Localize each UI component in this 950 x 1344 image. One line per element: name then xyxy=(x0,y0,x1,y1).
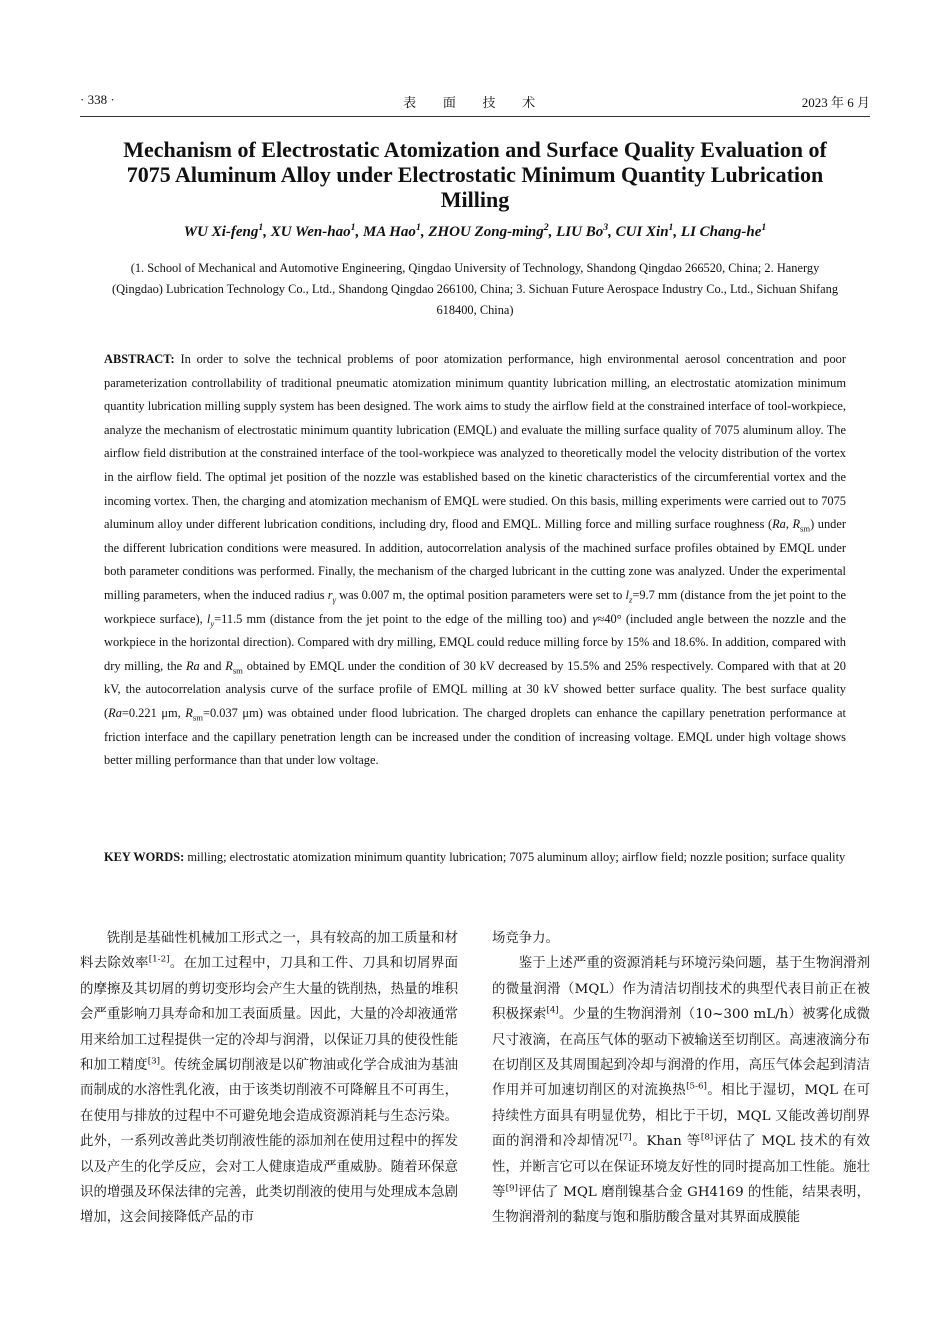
body-column-right xyxy=(492,926,870,1231)
author-name: CUI Xin xyxy=(615,224,669,240)
abstract: ABSTRACT: In order to solve the technical problems of poor atomization performance, high environmental aerosol concentration and poor parameterization controllability of traditional pneumatic atomization minimum quantity lubrication milling, an electrostatic atomization minimum quantity lubrication milling supply system has been designed. The work aims to study the airflow field at the constrained interface of tool-workpiece, analyze the mechanism of electrostatic minimum quantity lubrication (EMQL) and evaluate the milling surface quality of 7075 aluminum alloy. The airflow field distribution at the constrained interface of the tool-workpiece was analyzed to theoretically model the velocity distribution of the vortex in the airflow field. The optimal jet position of the nozzle was established based on the kinetic characteristics of the circumferential vortex and the incoming vortex. Then, the charging and atomization mechanism of EMQL were studied. On this basis, milling experiments were carried out to 7075 aluminum alloy under different lubrication conditions, including dry, flood and EMQL. Milling force and milling surface roughness (Ra, $R_{sm}$) under the different lubrication conditions were measured. In addition, autocorrelation analysis of the machined surface profiles obtained by EMQL under both parameter conditions was performed. Finally, the mechanism of the charged lubricant in the cutting zone was analyzed. Under the experimental milling parameters, when the induced radius $r_\gamma$ was 0.007 m, the optimal position parameters were set to $l_z=9.7$ mm (distance from the jet point to the workpiece surface), $l_y=11.5$ mm (distance from the jet point to the edge of the milling too) and γ≈40° (included angle between the nozzle and the workpiece in the horizontal direction). Compared with dry milling, EMQL could reduce milling force by 15% and 18.6%. In addition, compared with dry milling, the Ra and $R_{sm}$ obtained by EMQL under the condition of 30 kV decreased by 15.5% and 25% respectively. Compared with that at 20 kV, the autocorrelation analysis curve of the surface profile of EMQL milling at 30 kV showed better surface quality. The best surface quality (Ra=0.221 μm, $R_{sm}=0.037$ μm) was obtained under flood lubrication. The charged droplets can enhance the capillary penetration performance at friction interface and the capillary penetration length can be increased under the condition of increasing voltage. EMQL under high voltage shows better milling performance than that under low voltage. xyxy=(104,352,847,768)
running-header xyxy=(80,92,870,114)
author-affil-mark: 1 xyxy=(258,222,264,233)
citation: [8] xyxy=(700,1132,714,1143)
author-affil-mark: 2 xyxy=(543,222,549,233)
paper-title: Mechanism of Electrostatic Atomization and Surface Quality Evaluation of 7075 Aluminum Alloy under Electrostatic Minimum Quantity Lubrication Milling xyxy=(123,137,827,212)
author-list: WU Xi-feng$^1$, XU Wen-hao$^1$, MA Hao$^1$, ZHOU Zong-ming$^2$, LIU Bo$^3$, CUI Xin$^1$, LI Chang-$he^1$ xyxy=(183,222,767,240)
body-column-left xyxy=(80,926,458,1231)
citation: [5-6] xyxy=(686,1081,707,1092)
journal-name: 表 面 技 术 xyxy=(403,95,547,110)
body-paragraph: 场竞争力。 xyxy=(492,931,559,946)
abstract-label: ABSTRACT: xyxy=(104,352,175,366)
citation: [9] xyxy=(505,1183,518,1194)
author-affil-mark: 1 xyxy=(415,222,421,233)
affiliations: (1. School of Mechanical and Automotive Engineering, Qingdao University of Technology, Shandong Qingdao 266520, China; 2. Hanergy (Qingdao) Lubrication Technology Co., Ltd., Shandong Qingdao 266100, China; 3. Sichuan Future Aerospace Industry Co., Ltd., Sichuan Shifang 618400, China) xyxy=(111,261,839,317)
body-paragraph: 鉴于上述严重的资源消耗与环境污染问题，基于生物润滑剂的微量润滑（MQL）作为清洁切削技术的典型代表目前正在被积极探索[4]。少量的生物润滑剂（10~300 mL/h）被雾化成微尺寸液滴，在高压气体的驱动下被输送至切削区。高速液滴分布在切削区及其周围起到冷却与润滑的作用，高压气体会起到清洁作用并可加速切削区的对流换热[5-6]。相比于湿切，MQL 在可持续性方面具有明显优势，相比于干切，MQL 又能改善切削界面的润滑和冷却情况[7]。Khan 等[8]评估了 MQL 技术的有效性，并断言它可以在保证环境友好性的同时提高加工性能。施壮等[9]评估了 MQL 磨削镍基合金 GH4169 的性能，结果表明，生物润滑剂的黏度与饱和脂肪酸含量对其界面成膜能 xyxy=(492,956,871,1226)
citation: [3] xyxy=(147,1056,161,1067)
body-paragraph: 铣削是基础性机械加工形式之一，具有较高的加工质量和材料去除效率[1-2]。在加工过程中，刀具和工件、刀具和切屑界面的摩擦及其切屑的剪切变形均会产生大量的铣削热，热量的堆积会严重影响刀具寿命和加工表面质量。因此，大量的冷却液通常用来给加工过程提供一定的冷却与润滑，以保证刀具的使役性能和加工精度[3]。传统金属切削液是以矿物油或化学合成油为基油而制成的水溶性乳化液，由于该类切削液不可降解且不可再生，在使用与排放的过程中不可避免地会造成资源消耗与生态污染。此外，一系列改善此类切削液性能的添加剂在使用过程中的挥发以及产生的化学反应，会对工人健康造成严重威胁。随着环保意识的增强及环保法律的完善，此类切削液的使用与处理成本急剧增加，这会间接降低产品的市 xyxy=(80,931,459,1226)
keywords: KEY WORDS: milling; electrostatic atomization minimum quantity lubrication; 7075 aluminum alloy; airflow field; nozzle position; surface quality xyxy=(104,850,846,864)
page-number: · 338 · xyxy=(80,92,115,107)
author-affil-mark: 3 xyxy=(603,222,609,233)
author-name: XU Wen-hao xyxy=(270,224,351,240)
author-name: ZHOU Zong-ming xyxy=(428,224,544,240)
author-name: WU Xi-feng xyxy=(183,224,259,240)
author-affil-mark: 1 xyxy=(350,222,356,233)
citation: [4] xyxy=(546,1005,559,1016)
issue-date: 2023 年 6 月 xyxy=(801,95,870,110)
author-affil-mark: 1 xyxy=(761,222,767,233)
citation: [1-2] xyxy=(148,954,170,965)
author-affil-mark: 1 xyxy=(668,222,674,233)
keywords-label: KEY WORDS: xyxy=(104,850,185,864)
author-name: MA Hao xyxy=(363,224,416,240)
author-name: LIU Bo xyxy=(556,224,604,240)
citation: [7] xyxy=(619,1132,632,1143)
header-rule xyxy=(80,116,870,117)
author-name: LI Chang-he xyxy=(680,224,762,240)
